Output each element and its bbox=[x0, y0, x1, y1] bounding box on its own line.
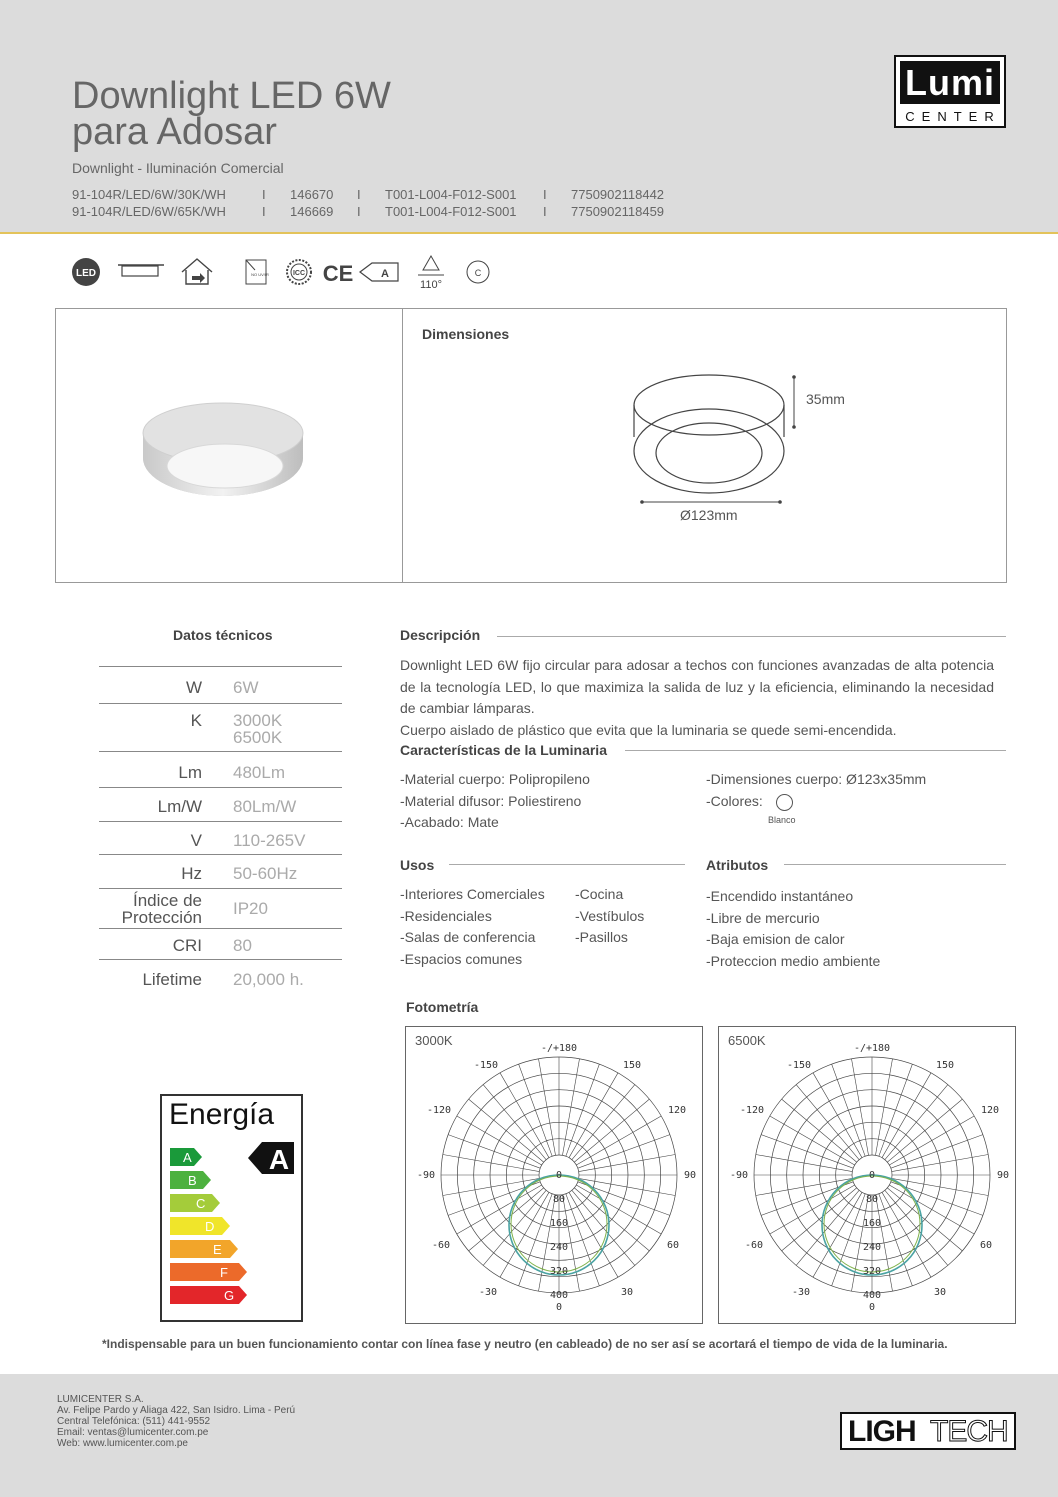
polar-spoke bbox=[782, 1188, 857, 1251]
box-divider bbox=[402, 309, 403, 582]
page-title: Downlight LED 6W para Adosar bbox=[72, 75, 391, 153]
certification-icons bbox=[70, 254, 500, 294]
polar-spoke bbox=[483, 1085, 546, 1160]
lightech-logo: LIGH TECH bbox=[840, 1412, 1016, 1450]
polar-plot bbox=[406, 1027, 704, 1325]
radial-label: 0 bbox=[868, 1170, 876, 1181]
tech-row-lifetime: Lifetime 20,000 h. bbox=[99, 959, 342, 995]
energy-bar-f bbox=[170, 1263, 247, 1281]
beam-angle-icon bbox=[418, 256, 444, 291]
color-name: Blanco bbox=[768, 815, 796, 825]
description-text: Downlight LED 6W fijo circular para adosar a techos con funciones avanzadas de alta potencia de la tecnología LED, lo que maximiza la salida de luz y la eficiencia, eliminando la necesidad de cambiar lámparas. Cuerpo aislado de plástico que evita que la luminaria se quede semi-encendida. bbox=[400, 657, 994, 738]
feature-colors: -Colores: bbox=[706, 793, 763, 809]
product-codes bbox=[72, 186, 664, 220]
polar-spoke bbox=[519, 1194, 553, 1286]
feature-item: -Material cuerpo: Polipropileno bbox=[400, 771, 590, 787]
polar-spoke bbox=[887, 1099, 962, 1162]
footnote: *Indispensable para un buen funcionamiento contar con línea fase y neutro (en cableado) de no ser así se acortará el tiempo de vida de la luminaria. bbox=[102, 1337, 948, 1351]
svg-text:E: E bbox=[213, 1242, 222, 1257]
dimensions-title: Dimensiones bbox=[422, 326, 510, 342]
angle-label: 0 bbox=[868, 1302, 876, 1313]
radial-label: 80 bbox=[552, 1194, 566, 1205]
svg-text:F: F bbox=[220, 1265, 228, 1280]
polar-spoke bbox=[796, 1085, 859, 1160]
energy-label bbox=[160, 1094, 303, 1322]
polar-spoke bbox=[566, 1194, 600, 1286]
angle-label: -120 bbox=[426, 1105, 452, 1116]
polar-spoke bbox=[761, 1135, 853, 1169]
atributos-list bbox=[706, 886, 880, 972]
angle-label: -60 bbox=[744, 1240, 764, 1251]
svg-text:A: A bbox=[381, 268, 389, 280]
radial-label: 160 bbox=[549, 1218, 569, 1229]
atributo-item: -Libre de mercurio bbox=[706, 909, 820, 926]
energy-bar-d bbox=[170, 1217, 230, 1235]
polar-spoke bbox=[879, 1064, 913, 1156]
angle-label: 30 bbox=[933, 1287, 947, 1298]
tech-row-lmw: Lm/W 80Lm/W bbox=[99, 787, 342, 821]
tech-row-cri: CRI 80 bbox=[99, 928, 342, 959]
radial-label: 400 bbox=[549, 1290, 569, 1301]
radial-label: 80 bbox=[865, 1194, 879, 1205]
polar-spoke bbox=[448, 1135, 540, 1169]
uso-item: -Residenciales bbox=[400, 907, 492, 924]
fotometria-title: Fotometría bbox=[406, 999, 479, 1015]
uso-item: -Salas de conferencia bbox=[400, 929, 536, 945]
polar-spoke bbox=[469, 1188, 544, 1251]
radial-label: 320 bbox=[862, 1266, 882, 1277]
angle-label: 0 bbox=[555, 1302, 563, 1313]
radial-label: 160 bbox=[862, 1218, 882, 1229]
svg-text:A: A bbox=[183, 1150, 192, 1165]
company-info: LUMICENTER S.A. Av. Felipe Pardo y Aliaga 422, San Isidro. Lima - Perú Central Telefónica: (511) 441-9552 Email: ventas@lumicenter.com.pe Web: www.lumicenter.com.pe bbox=[57, 1394, 296, 1449]
angle-label: 90 bbox=[683, 1170, 697, 1181]
tech-row-w: W 6W bbox=[99, 666, 342, 702]
radial-label: 400 bbox=[862, 1290, 882, 1301]
atributo-item: -Baja emision de calor bbox=[706, 931, 845, 947]
angle-label: -90 bbox=[416, 1170, 436, 1181]
angle-label: -30 bbox=[478, 1287, 498, 1298]
polar-spoke bbox=[832, 1064, 866, 1156]
tech-row-ip: Índice de Protección IP20 bbox=[99, 888, 342, 928]
code-row: 91-104R/LED/6W/65K/WH I 146669 I T001-L004-F012-S001 I 7750902118459 bbox=[72, 204, 665, 219]
energy-bar-e bbox=[170, 1240, 238, 1258]
led-icon bbox=[72, 258, 100, 286]
svg-text:A: A bbox=[268, 1144, 290, 1175]
polar-chart-label: 6500K bbox=[728, 1033, 766, 1048]
radial-label: 240 bbox=[549, 1242, 569, 1253]
polar-spoke bbox=[469, 1099, 544, 1162]
angle-label: -120 bbox=[739, 1105, 765, 1116]
polar-chart-6500k bbox=[718, 1026, 1016, 1324]
angle-label: 120 bbox=[980, 1105, 1000, 1116]
energy-bar-c bbox=[170, 1194, 220, 1212]
svg-text:G: G bbox=[224, 1288, 235, 1303]
angle-label: -90 bbox=[729, 1170, 749, 1181]
atributo-item: -Proteccion medio ambiente bbox=[706, 952, 881, 969]
polar-spoke bbox=[574, 1099, 649, 1162]
usos-col2 bbox=[575, 884, 644, 949]
angle-label: 60 bbox=[666, 1240, 680, 1251]
usos-rule bbox=[449, 864, 685, 865]
uso-item: -Cocina bbox=[575, 886, 624, 902]
angle-label: 30 bbox=[620, 1287, 634, 1298]
svg-text:C: C bbox=[196, 1196, 206, 1211]
energy-class-icon bbox=[360, 263, 398, 281]
feature-item: -Acabado: Mate bbox=[400, 814, 499, 830]
svg-text:B: B bbox=[188, 1173, 197, 1188]
usos-col1 bbox=[400, 884, 545, 970]
tech-row-k: K 3000K 6500K bbox=[99, 703, 342, 751]
energy-bar-b bbox=[170, 1171, 211, 1189]
energy-title: Energía bbox=[169, 1098, 275, 1131]
energy-bar-a bbox=[170, 1148, 202, 1166]
atributos-title: Atributos bbox=[706, 857, 769, 873]
polar-chart-label: 3000K bbox=[415, 1033, 453, 1048]
uso-item: -Interiores Comerciales bbox=[400, 886, 545, 902]
no-uv-ir-icon bbox=[246, 260, 269, 284]
tech-row-lm: Lm 480Lm bbox=[99, 751, 342, 787]
feature-dimensions: -Dimensiones cuerpo: Ø123x35mm bbox=[706, 771, 927, 787]
svg-text:C: C bbox=[474, 268, 482, 278]
class-c-icon bbox=[467, 261, 489, 283]
angle-label: 60 bbox=[979, 1240, 993, 1251]
white-color-swatch bbox=[776, 794, 793, 811]
polar-spoke bbox=[572, 1085, 635, 1160]
surface-mount-icon bbox=[118, 265, 164, 276]
code-row: 91-104R/LED/6W/30K/WH I 146670 I T001-L004-F012-S001 I 7750902118442 bbox=[72, 187, 665, 202]
angle-label: -30 bbox=[791, 1287, 811, 1298]
features-title: Características de la Luminaria bbox=[400, 742, 607, 758]
energy-bars bbox=[162, 1096, 301, 1320]
polar-spoke bbox=[519, 1064, 553, 1156]
features-rule bbox=[625, 750, 1006, 751]
radial-label: 320 bbox=[549, 1266, 569, 1277]
uso-item: -Espacios comunes bbox=[400, 950, 523, 967]
angle-label: -/+180 bbox=[853, 1043, 891, 1054]
svg-text:D: D bbox=[205, 1219, 215, 1234]
polar-spoke bbox=[782, 1099, 857, 1162]
radial-label: 240 bbox=[862, 1242, 882, 1253]
polar-spoke bbox=[574, 1188, 649, 1251]
polar-spoke bbox=[832, 1194, 866, 1286]
polar-spoke bbox=[879, 1194, 913, 1286]
uso-item: -Pasillos bbox=[575, 929, 628, 945]
svg-text:NO UV/IR: NO UV/IR bbox=[251, 272, 269, 277]
atributo-item: -Encendido instantáneo bbox=[706, 888, 854, 904]
energy-rating-arrow bbox=[248, 1142, 294, 1175]
product-image bbox=[130, 388, 320, 508]
indoor-house-icon bbox=[182, 259, 212, 284]
svg-text:LED: LED bbox=[76, 268, 96, 279]
angle-label: -60 bbox=[431, 1240, 451, 1251]
ce-mark-icon bbox=[323, 261, 354, 286]
height-label: 35mm bbox=[806, 391, 845, 407]
tech-title: Datos técnicos bbox=[173, 627, 273, 643]
polar-spoke bbox=[887, 1188, 962, 1251]
atributos-rule bbox=[784, 864, 1006, 865]
description-rule bbox=[497, 636, 1006, 637]
svg-text:CE: CE bbox=[322, 261, 354, 286]
angle-label: 90 bbox=[996, 1170, 1010, 1181]
energy-bar-g bbox=[170, 1286, 247, 1304]
page-subtitle: Downlight - Iluminación Comercial bbox=[72, 160, 284, 176]
angle-label: -150 bbox=[786, 1060, 812, 1071]
svg-text:ICC: ICC bbox=[292, 270, 306, 277]
angle-label: 150 bbox=[622, 1060, 642, 1071]
diameter-label: Ø123mm bbox=[680, 507, 738, 523]
polar-spoke bbox=[578, 1135, 670, 1169]
usos-title: Usos bbox=[400, 857, 435, 873]
polar-spoke bbox=[885, 1085, 948, 1160]
angle-label: -150 bbox=[473, 1060, 499, 1071]
icc-icon bbox=[287, 260, 311, 284]
tech-row-v: V 110-265V bbox=[99, 821, 342, 854]
uso-item: -Vestíbulos bbox=[575, 907, 645, 924]
tech-row-hz: Hz 50-60Hz bbox=[99, 854, 342, 888]
angle-label: 120 bbox=[667, 1105, 687, 1116]
svg-text:110°: 110° bbox=[420, 279, 442, 291]
features-left bbox=[400, 769, 590, 834]
lumicenter-logo: Lumi CENTER bbox=[894, 55, 1006, 128]
polar-chart-3000k bbox=[405, 1026, 703, 1324]
polar-spoke bbox=[891, 1135, 983, 1169]
angle-label: -/+180 bbox=[540, 1043, 578, 1054]
polar-plot bbox=[719, 1027, 1017, 1325]
polar-spoke bbox=[566, 1064, 600, 1156]
description-title: Descripción bbox=[400, 627, 481, 643]
feature-item: -Material difusor: Poliestireno bbox=[400, 792, 582, 809]
angle-label: 150 bbox=[935, 1060, 955, 1071]
radial-label: 0 bbox=[555, 1170, 563, 1181]
